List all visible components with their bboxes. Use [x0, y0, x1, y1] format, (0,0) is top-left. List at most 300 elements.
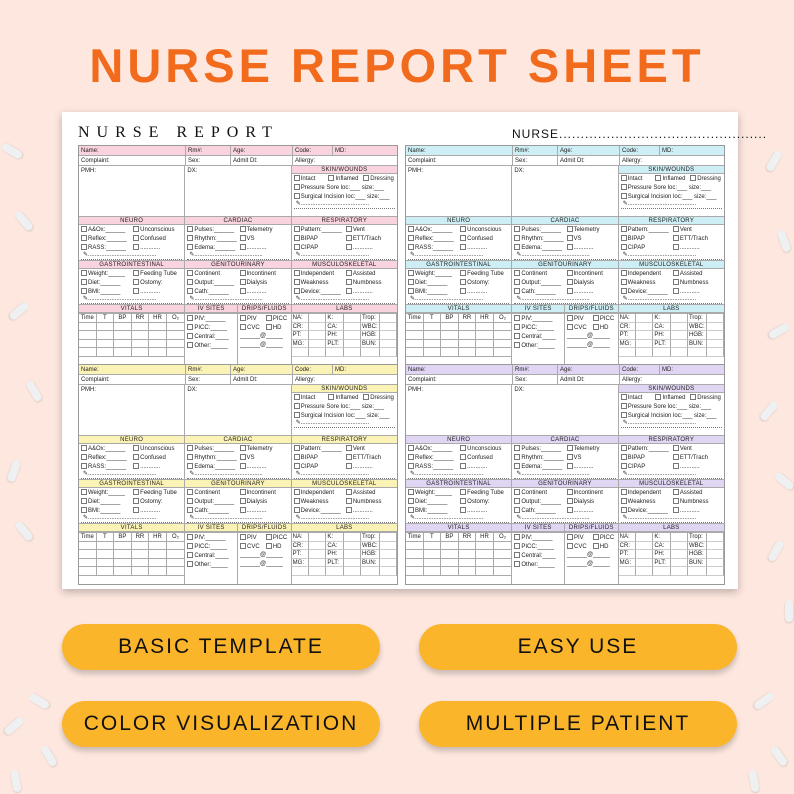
checkbox-item[interactable]	[514, 279, 563, 286]
dx-field[interactable]: DX:	[185, 166, 291, 216]
note-line[interactable]: ✎.........................................	[294, 515, 395, 523]
checkbox-item[interactable]	[408, 226, 457, 233]
checkbox[interactable]	[240, 244, 246, 250]
lab-value[interactable]	[671, 542, 688, 551]
note-line[interactable]: ✎.........................................	[81, 471, 182, 479]
checkbox[interactable]	[133, 454, 139, 460]
vitals-cell[interactable]	[132, 340, 150, 349]
checkbox-item[interactable]	[408, 270, 457, 277]
checkbox[interactable]	[346, 507, 352, 513]
checkbox[interactable]	[133, 498, 139, 504]
checkbox[interactable]	[346, 235, 352, 241]
vitals-cell[interactable]	[459, 348, 477, 357]
vitals-cell[interactable]	[79, 550, 97, 559]
checkbox[interactable]	[266, 543, 272, 549]
checkbox[interactable]	[240, 315, 246, 321]
checkbox[interactable]	[673, 279, 679, 285]
checkbox[interactable]	[567, 315, 573, 321]
vitals-cell[interactable]	[441, 567, 459, 576]
checkbox[interactable]	[567, 543, 573, 549]
checkbox-item[interactable]	[408, 279, 457, 286]
checkbox-item[interactable]	[621, 394, 653, 401]
vitals-cell[interactable]	[97, 567, 115, 576]
checkbox[interactable]	[187, 288, 193, 294]
lab-value[interactable]	[344, 533, 361, 542]
checkbox[interactable]	[621, 184, 627, 190]
checkbox-item[interactable]	[240, 489, 289, 496]
checkbox[interactable]	[460, 507, 466, 513]
lab-value[interactable]	[344, 567, 361, 576]
checkbox-item[interactable]	[567, 454, 616, 461]
checkbox[interactable]	[460, 463, 466, 469]
checkbox-item[interactable]	[567, 288, 616, 295]
note-line[interactable]: ✎.........................................	[187, 252, 288, 260]
checkbox-item[interactable]	[408, 288, 457, 295]
checkbox[interactable]	[408, 498, 414, 504]
lab-value[interactable]	[344, 314, 361, 323]
checkbox-item[interactable]	[187, 534, 235, 541]
checkbox[interactable]	[673, 235, 679, 241]
checkbox[interactable]	[514, 333, 520, 339]
checkbox[interactable]	[294, 498, 300, 504]
lab-value[interactable]	[292, 348, 309, 357]
checkbox[interactable]	[240, 489, 246, 495]
vitals-cell[interactable]	[424, 559, 442, 568]
vitals-cell[interactable]	[167, 340, 185, 349]
checkbox[interactable]	[294, 412, 300, 418]
lab-value[interactable]	[671, 550, 688, 559]
checkbox[interactable]	[187, 507, 193, 513]
note-line[interactable]: ✎.........................................	[514, 252, 615, 260]
vitals-cell[interactable]	[424, 542, 442, 551]
checkbox[interactable]	[346, 279, 352, 285]
checkbox[interactable]	[567, 463, 573, 469]
lab-value[interactable]	[380, 314, 397, 323]
md-field[interactable]: MD:	[335, 148, 346, 154]
note-line[interactable]: ✎.........................................	[408, 296, 509, 304]
admit-date-field[interactable]: Admit Dt:	[231, 156, 293, 165]
checkbox[interactable]	[187, 279, 193, 285]
checkbox[interactable]	[514, 561, 520, 567]
drip-line[interactable]: ______@_____	[240, 342, 283, 348]
note-line[interactable]: ✎.........................................	[408, 471, 509, 479]
vitals-cell[interactable]	[114, 542, 132, 551]
checkbox-item[interactable]	[133, 507, 182, 514]
lab-value[interactable]	[380, 567, 397, 576]
checkbox-item[interactable]	[363, 175, 395, 182]
vitals-cell[interactable]	[459, 550, 477, 559]
checkbox-item[interactable]	[514, 288, 563, 295]
note-line[interactable]: ✎.........................................	[621, 471, 722, 479]
name-field[interactable]: Name:	[406, 365, 513, 374]
checkbox-item[interactable]	[621, 412, 722, 419]
checkbox-item[interactable]	[567, 463, 616, 470]
checkbox-item[interactable]	[240, 534, 263, 541]
checkbox-item[interactable]	[673, 489, 722, 496]
sex-field[interactable]: Sex:	[186, 156, 231, 165]
note-line[interactable]: ✎.........................................	[81, 252, 182, 260]
note-line[interactable]: ✎.........................................	[621, 252, 722, 260]
checkbox[interactable]	[240, 445, 246, 451]
checkbox[interactable]	[621, 454, 627, 460]
checkbox-item[interactable]	[621, 507, 670, 514]
vitals-cell[interactable]	[494, 323, 512, 332]
checkbox[interactable]	[673, 498, 679, 504]
checkbox[interactable]	[294, 193, 300, 199]
checkbox-item[interactable]	[187, 342, 235, 349]
checkbox[interactable]	[621, 489, 627, 495]
checkbox-item[interactable]	[514, 235, 563, 242]
checkbox[interactable]	[346, 244, 352, 250]
checkbox-item[interactable]	[346, 454, 395, 461]
checkbox-item[interactable]	[460, 244, 509, 251]
checkbox-item[interactable]	[266, 543, 289, 550]
checkbox[interactable]	[514, 489, 520, 495]
lab-value[interactable]	[380, 533, 397, 542]
admit-date-field[interactable]: Admit Dt:	[231, 375, 293, 384]
checkbox[interactable]	[621, 270, 627, 276]
vitals-cell[interactable]	[459, 542, 477, 551]
checkbox-item[interactable]	[514, 543, 562, 550]
vitals-cell[interactable]	[424, 550, 442, 559]
checkbox-item[interactable]	[294, 463, 343, 470]
checkbox-item[interactable]	[673, 226, 722, 233]
vitals-cell[interactable]	[79, 323, 97, 332]
vitals-cell[interactable]	[79, 542, 97, 551]
checkbox[interactable]	[567, 279, 573, 285]
checkbox[interactable]	[294, 394, 300, 400]
vitals-cell[interactable]	[476, 542, 494, 551]
checkbox[interactable]	[408, 507, 414, 513]
checkbox-item[interactable]	[187, 324, 235, 331]
checkbox-item[interactable]	[346, 489, 395, 496]
checkbox-item[interactable]	[187, 489, 236, 496]
vitals-cell[interactable]	[132, 331, 150, 340]
checkbox-item[interactable]	[514, 270, 563, 277]
checkbox-item[interactable]	[567, 445, 616, 452]
checkbox[interactable]	[187, 552, 193, 558]
checkbox-item[interactable]	[460, 445, 509, 452]
checkbox-item[interactable]	[408, 489, 457, 496]
checkbox-item[interactable]	[328, 394, 360, 401]
lab-value[interactable]	[344, 340, 361, 349]
checkbox[interactable]	[294, 403, 300, 409]
checkbox-item[interactable]	[81, 244, 130, 251]
dx-field[interactable]: DX:	[512, 166, 618, 216]
checkbox-item[interactable]	[81, 288, 130, 295]
vitals-cell[interactable]	[476, 323, 494, 332]
checkbox-item[interactable]	[266, 534, 289, 541]
checkbox-item[interactable]	[81, 235, 130, 242]
vitals-cell[interactable]	[494, 559, 512, 568]
checkbox[interactable]	[673, 463, 679, 469]
checkbox-item[interactable]	[514, 454, 563, 461]
vitals-cell[interactable]	[406, 559, 424, 568]
vitals-cell[interactable]	[132, 567, 150, 576]
checkbox-item[interactable]	[673, 507, 722, 514]
checkbox-item[interactable]	[294, 270, 343, 277]
checkbox-item[interactable]	[621, 244, 670, 251]
dx-field[interactable]: DX:	[512, 385, 618, 435]
vitals-cell[interactable]	[476, 550, 494, 559]
checkbox[interactable]	[81, 498, 87, 504]
checkbox-item[interactable]	[240, 324, 263, 331]
vitals-cell[interactable]	[132, 323, 150, 332]
drip-line[interactable]: ______@_____	[567, 552, 610, 558]
sex-field[interactable]: Sex:	[513, 375, 558, 384]
checkbox-item[interactable]	[593, 315, 616, 322]
checkbox-item[interactable]	[133, 235, 182, 242]
checkbox[interactable]	[567, 498, 573, 504]
checkbox-item[interactable]	[673, 288, 722, 295]
note-line[interactable]: ✎.........................................	[621, 515, 722, 523]
checkbox-item[interactable]	[690, 175, 722, 182]
vitals-cell[interactable]	[149, 323, 167, 332]
vitals-cell[interactable]	[441, 348, 459, 357]
checkbox[interactable]	[514, 534, 520, 540]
checkbox-item[interactable]	[294, 279, 343, 286]
checkbox[interactable]	[408, 445, 414, 451]
note-line[interactable]: ✎.........................................	[294, 471, 395, 479]
lab-value[interactable]	[707, 348, 724, 357]
checkbox[interactable]	[655, 394, 661, 400]
checkbox-item[interactable]	[514, 315, 562, 322]
checkbox[interactable]	[514, 288, 520, 294]
checkbox-item[interactable]	[460, 226, 509, 233]
checkbox[interactable]	[621, 498, 627, 504]
checkbox-item[interactable]	[567, 226, 616, 233]
checkbox-item[interactable]	[593, 324, 616, 331]
checkbox-item[interactable]	[187, 235, 236, 242]
checkbox[interactable]	[673, 288, 679, 294]
lab-value[interactable]	[636, 331, 653, 340]
lab-value[interactable]	[344, 559, 361, 568]
checkbox-item[interactable]	[187, 507, 236, 514]
lab-value[interactable]	[671, 348, 688, 357]
checkbox-item[interactable]	[621, 184, 722, 191]
checkbox-item[interactable]	[294, 507, 343, 514]
checkbox[interactable]	[133, 235, 139, 241]
checkbox[interactable]	[460, 270, 466, 276]
checkbox-item[interactable]	[621, 226, 670, 233]
lab-value[interactable]	[344, 323, 361, 332]
vitals-cell[interactable]	[406, 348, 424, 357]
lab-value[interactable]	[619, 567, 636, 576]
drip-line[interactable]: ______@_____	[567, 333, 610, 339]
lab-value[interactable]	[344, 331, 361, 340]
name-field[interactable]: Name:	[79, 146, 186, 155]
checkbox-item[interactable]	[514, 552, 562, 559]
checkbox-item[interactable]	[187, 543, 235, 550]
checkbox-item[interactable]	[240, 244, 289, 251]
vitals-cell[interactable]	[167, 550, 185, 559]
checkbox[interactable]	[187, 315, 193, 321]
complaint-field[interactable]: Complaint:	[406, 375, 513, 384]
checkbox-item[interactable]	[294, 226, 343, 233]
checkbox[interactable]	[460, 445, 466, 451]
checkbox-item[interactable]	[81, 445, 130, 452]
checkbox[interactable]	[621, 193, 627, 199]
drip-line[interactable]: ______@_____	[567, 561, 610, 567]
vitals-cell[interactable]	[406, 340, 424, 349]
checkbox[interactable]	[514, 507, 520, 513]
checkbox[interactable]	[266, 534, 272, 540]
checkbox-item[interactable]	[593, 534, 616, 541]
checkbox[interactable]	[133, 226, 139, 232]
checkbox[interactable]	[294, 463, 300, 469]
lab-value[interactable]	[344, 348, 361, 357]
vitals-cell[interactable]	[97, 323, 115, 332]
checkbox[interactable]	[408, 463, 414, 469]
checkbox[interactable]	[621, 394, 627, 400]
checkbox-item[interactable]	[346, 288, 395, 295]
lab-value[interactable]	[636, 323, 653, 332]
age-field[interactable]: Age:	[231, 365, 293, 374]
checkbox[interactable]	[514, 270, 520, 276]
checkbox-item[interactable]	[363, 394, 395, 401]
lab-value[interactable]	[309, 323, 326, 332]
sex-field[interactable]: Sex:	[186, 375, 231, 384]
checkbox[interactable]	[593, 315, 599, 321]
md-field[interactable]: MD:	[335, 367, 346, 373]
note-line[interactable]: ✎.........................................	[81, 296, 182, 304]
checkbox[interactable]	[621, 226, 627, 232]
checkbox[interactable]	[187, 270, 193, 276]
checkbox[interactable]	[408, 489, 414, 495]
checkbox[interactable]	[294, 184, 300, 190]
checkbox-item[interactable]	[81, 463, 130, 470]
checkbox-item[interactable]	[621, 193, 722, 200]
vitals-cell[interactable]	[149, 550, 167, 559]
vitals-cell[interactable]	[149, 348, 167, 357]
lab-value[interactable]	[671, 323, 688, 332]
checkbox[interactable]	[294, 288, 300, 294]
lab-value[interactable]	[707, 340, 724, 349]
vitals-cell[interactable]	[167, 348, 185, 357]
lab-value[interactable]	[309, 567, 326, 576]
checkbox[interactable]	[408, 226, 414, 232]
checkbox[interactable]	[187, 561, 193, 567]
checkbox[interactable]	[240, 463, 246, 469]
vitals-cell[interactable]	[114, 348, 132, 357]
vitals-cell[interactable]	[459, 340, 477, 349]
checkbox[interactable]	[187, 333, 193, 339]
checkbox-item[interactable]	[621, 445, 670, 452]
lab-value[interactable]	[309, 559, 326, 568]
complaint-field[interactable]: Complaint:	[79, 375, 186, 384]
checkbox-item[interactable]	[187, 463, 236, 470]
checkbox[interactable]	[567, 244, 573, 250]
checkbox-item[interactable]	[240, 445, 289, 452]
checkbox[interactable]	[567, 288, 573, 294]
checkbox[interactable]	[514, 324, 520, 330]
checkbox-item[interactable]	[294, 193, 395, 200]
vitals-cell[interactable]	[132, 542, 150, 551]
lab-value[interactable]	[309, 550, 326, 559]
vitals-cell[interactable]	[79, 567, 97, 576]
checkbox-item[interactable]	[567, 534, 590, 541]
checkbox-item[interactable]	[346, 270, 395, 277]
checkbox[interactable]	[514, 498, 520, 504]
allergy-field[interactable]: Allergy:	[622, 158, 643, 164]
checkbox[interactable]	[187, 454, 193, 460]
checkbox[interactable]	[621, 445, 627, 451]
lab-value[interactable]	[707, 331, 724, 340]
checkbox[interactable]	[240, 279, 246, 285]
checkbox[interactable]	[187, 235, 193, 241]
vitals-cell[interactable]	[97, 559, 115, 568]
lab-value[interactable]	[707, 559, 724, 568]
lab-value[interactable]	[380, 348, 397, 357]
age-field[interactable]: Age:	[558, 146, 620, 155]
checkbox-item[interactable]	[408, 244, 457, 251]
note-line[interactable]: ✎.........................................	[621, 201, 722, 209]
code-field[interactable]: Code:	[620, 146, 660, 155]
lab-value[interactable]	[636, 559, 653, 568]
checkbox-item[interactable]	[346, 445, 395, 452]
checkbox[interactable]	[593, 534, 599, 540]
checkbox[interactable]	[187, 226, 193, 232]
checkbox-item[interactable]	[81, 454, 130, 461]
checkbox[interactable]	[81, 235, 87, 241]
checkbox[interactable]	[593, 543, 599, 549]
checkbox-item[interactable]	[567, 279, 616, 286]
checkbox[interactable]	[240, 226, 246, 232]
vitals-cell[interactable]	[459, 331, 477, 340]
checkbox[interactable]	[363, 394, 369, 400]
checkbox[interactable]	[187, 489, 193, 495]
vitals-cell[interactable]	[114, 559, 132, 568]
note-line[interactable]: ✎.........................................	[294, 420, 395, 428]
checkbox-item[interactable]	[567, 315, 590, 322]
note-line[interactable]: ✎.........................................	[187, 471, 288, 479]
vitals-cell[interactable]	[494, 331, 512, 340]
checkbox-item[interactable]	[514, 324, 562, 331]
checkbox[interactable]	[514, 315, 520, 321]
vitals-cell[interactable]	[406, 323, 424, 332]
checkbox[interactable]	[673, 507, 679, 513]
vitals-cell[interactable]	[149, 340, 167, 349]
checkbox-item[interactable]	[514, 463, 563, 470]
room-field[interactable]: Rm#:	[513, 146, 558, 155]
checkbox[interactable]	[133, 270, 139, 276]
checkbox-item[interactable]	[460, 454, 509, 461]
vitals-cell[interactable]	[424, 331, 442, 340]
admit-date-field[interactable]: Admit Dt:	[558, 375, 620, 384]
checkbox-item[interactable]	[346, 463, 395, 470]
vitals-cell[interactable]	[441, 550, 459, 559]
checkbox[interactable]	[346, 463, 352, 469]
checkbox-item[interactable]	[593, 543, 616, 550]
checkbox[interactable]	[460, 226, 466, 232]
lab-value[interactable]	[361, 348, 380, 357]
drip-line[interactable]: ______@_____	[567, 342, 610, 348]
vitals-cell[interactable]	[149, 567, 167, 576]
checkbox[interactable]	[460, 489, 466, 495]
checkbox-item[interactable]	[346, 226, 395, 233]
checkbox[interactable]	[621, 235, 627, 241]
note-line[interactable]: ✎.........................................	[187, 296, 288, 304]
note-line[interactable]: ✎.........................................	[621, 296, 722, 304]
vitals-cell[interactable]	[459, 567, 477, 576]
checkbox[interactable]	[81, 507, 87, 513]
checkbox[interactable]	[328, 394, 334, 400]
vitals-cell[interactable]	[441, 323, 459, 332]
vitals-cell[interactable]	[97, 550, 115, 559]
checkbox[interactable]	[346, 288, 352, 294]
code-field[interactable]: Code:	[293, 146, 333, 155]
lab-value[interactable]	[619, 348, 636, 357]
